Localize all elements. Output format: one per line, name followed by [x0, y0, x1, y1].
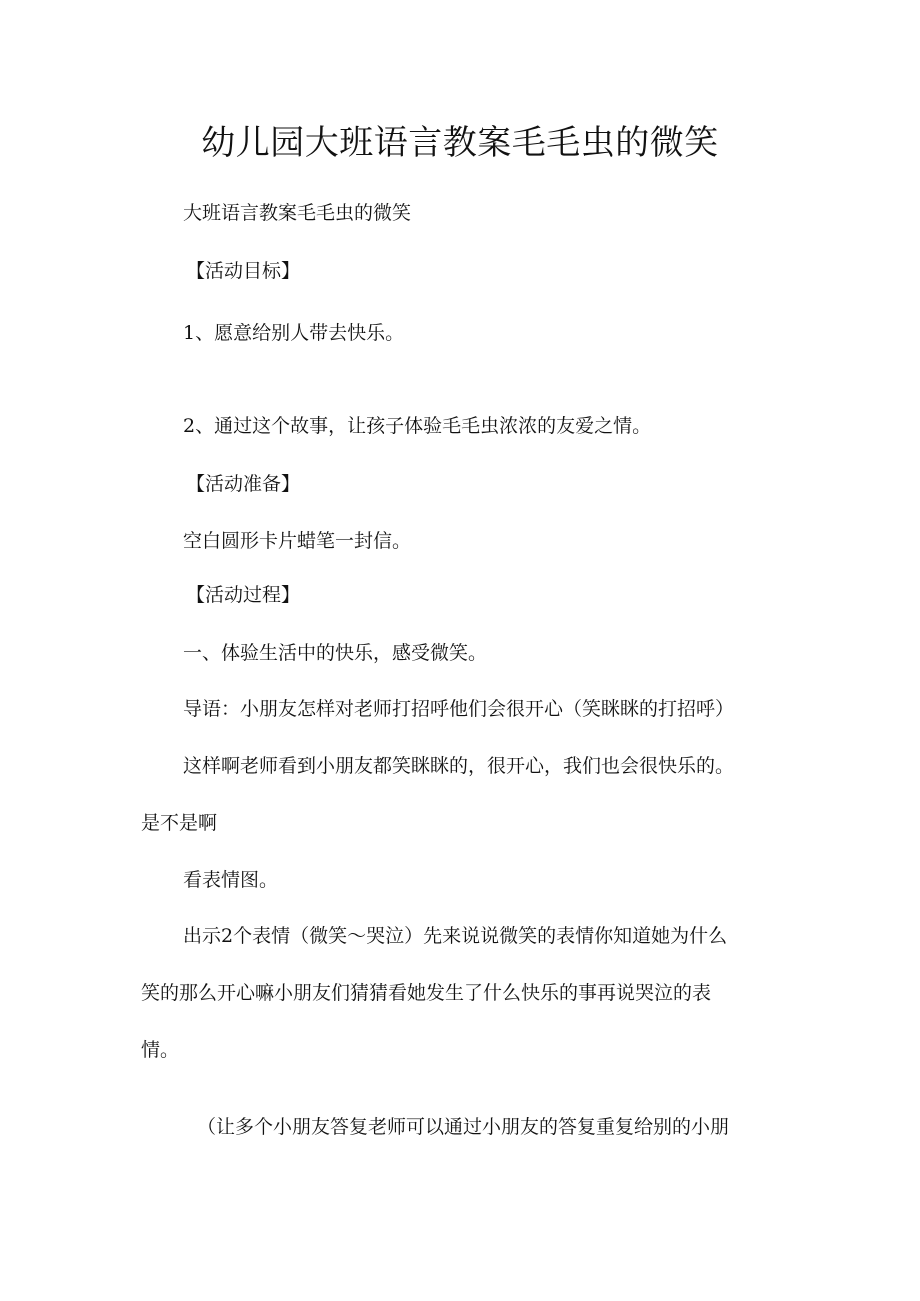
prep-text: 空白圆形卡片蜡笔一封信。 [183, 530, 412, 552]
look-text: 看表情图。 [183, 869, 279, 891]
paragraph-1-line-1: 这样啊老师看到小朋友都笑眯眯的，很开心，我们也会很快乐的。 [183, 755, 735, 777]
paragraph-2-line-2: 笑的那么开心嘛小朋友们猜猜看她发生了什么快乐的事再说哭泣的表 [141, 982, 712, 1004]
prep-heading: 【活动准备】 [186, 473, 301, 495]
guide-text: 导语：小朋友怎样对老师打招呼他们会很开心（笑眯眯的打招呼） [183, 698, 735, 720]
paragraph-1-line-2: 是不是啊 [141, 812, 218, 834]
paragraph-2-line-1: 出示2个表情（微笑～哭泣）先来说说微笑的表情你知道她为什么 [183, 925, 728, 947]
paragraph-2-line-3: 情。 [141, 1039, 180, 1061]
document-title: 幼儿园大班语言教案毛毛虫的微笑 [201, 123, 719, 163]
paragraph-3-line-1: （让多个小朋友答复老师可以通过小朋友的答复重复给别的小朋 [197, 1116, 730, 1138]
process-step-1: 一、体验生活中的快乐，感受微笑。 [183, 642, 488, 664]
process-heading: 【活动过程】 [186, 584, 301, 606]
goal-item-2: 2、通过这个故事，让孩子体验毛毛虫浓浓的友爱之情。 [183, 415, 652, 437]
goal-heading: 【活动目标】 [186, 260, 301, 282]
goal-item-1: 1、愿意给别人带去快乐。 [183, 322, 405, 344]
document-subtitle: 大班语言教案毛毛虫的微笑 [183, 202, 412, 224]
